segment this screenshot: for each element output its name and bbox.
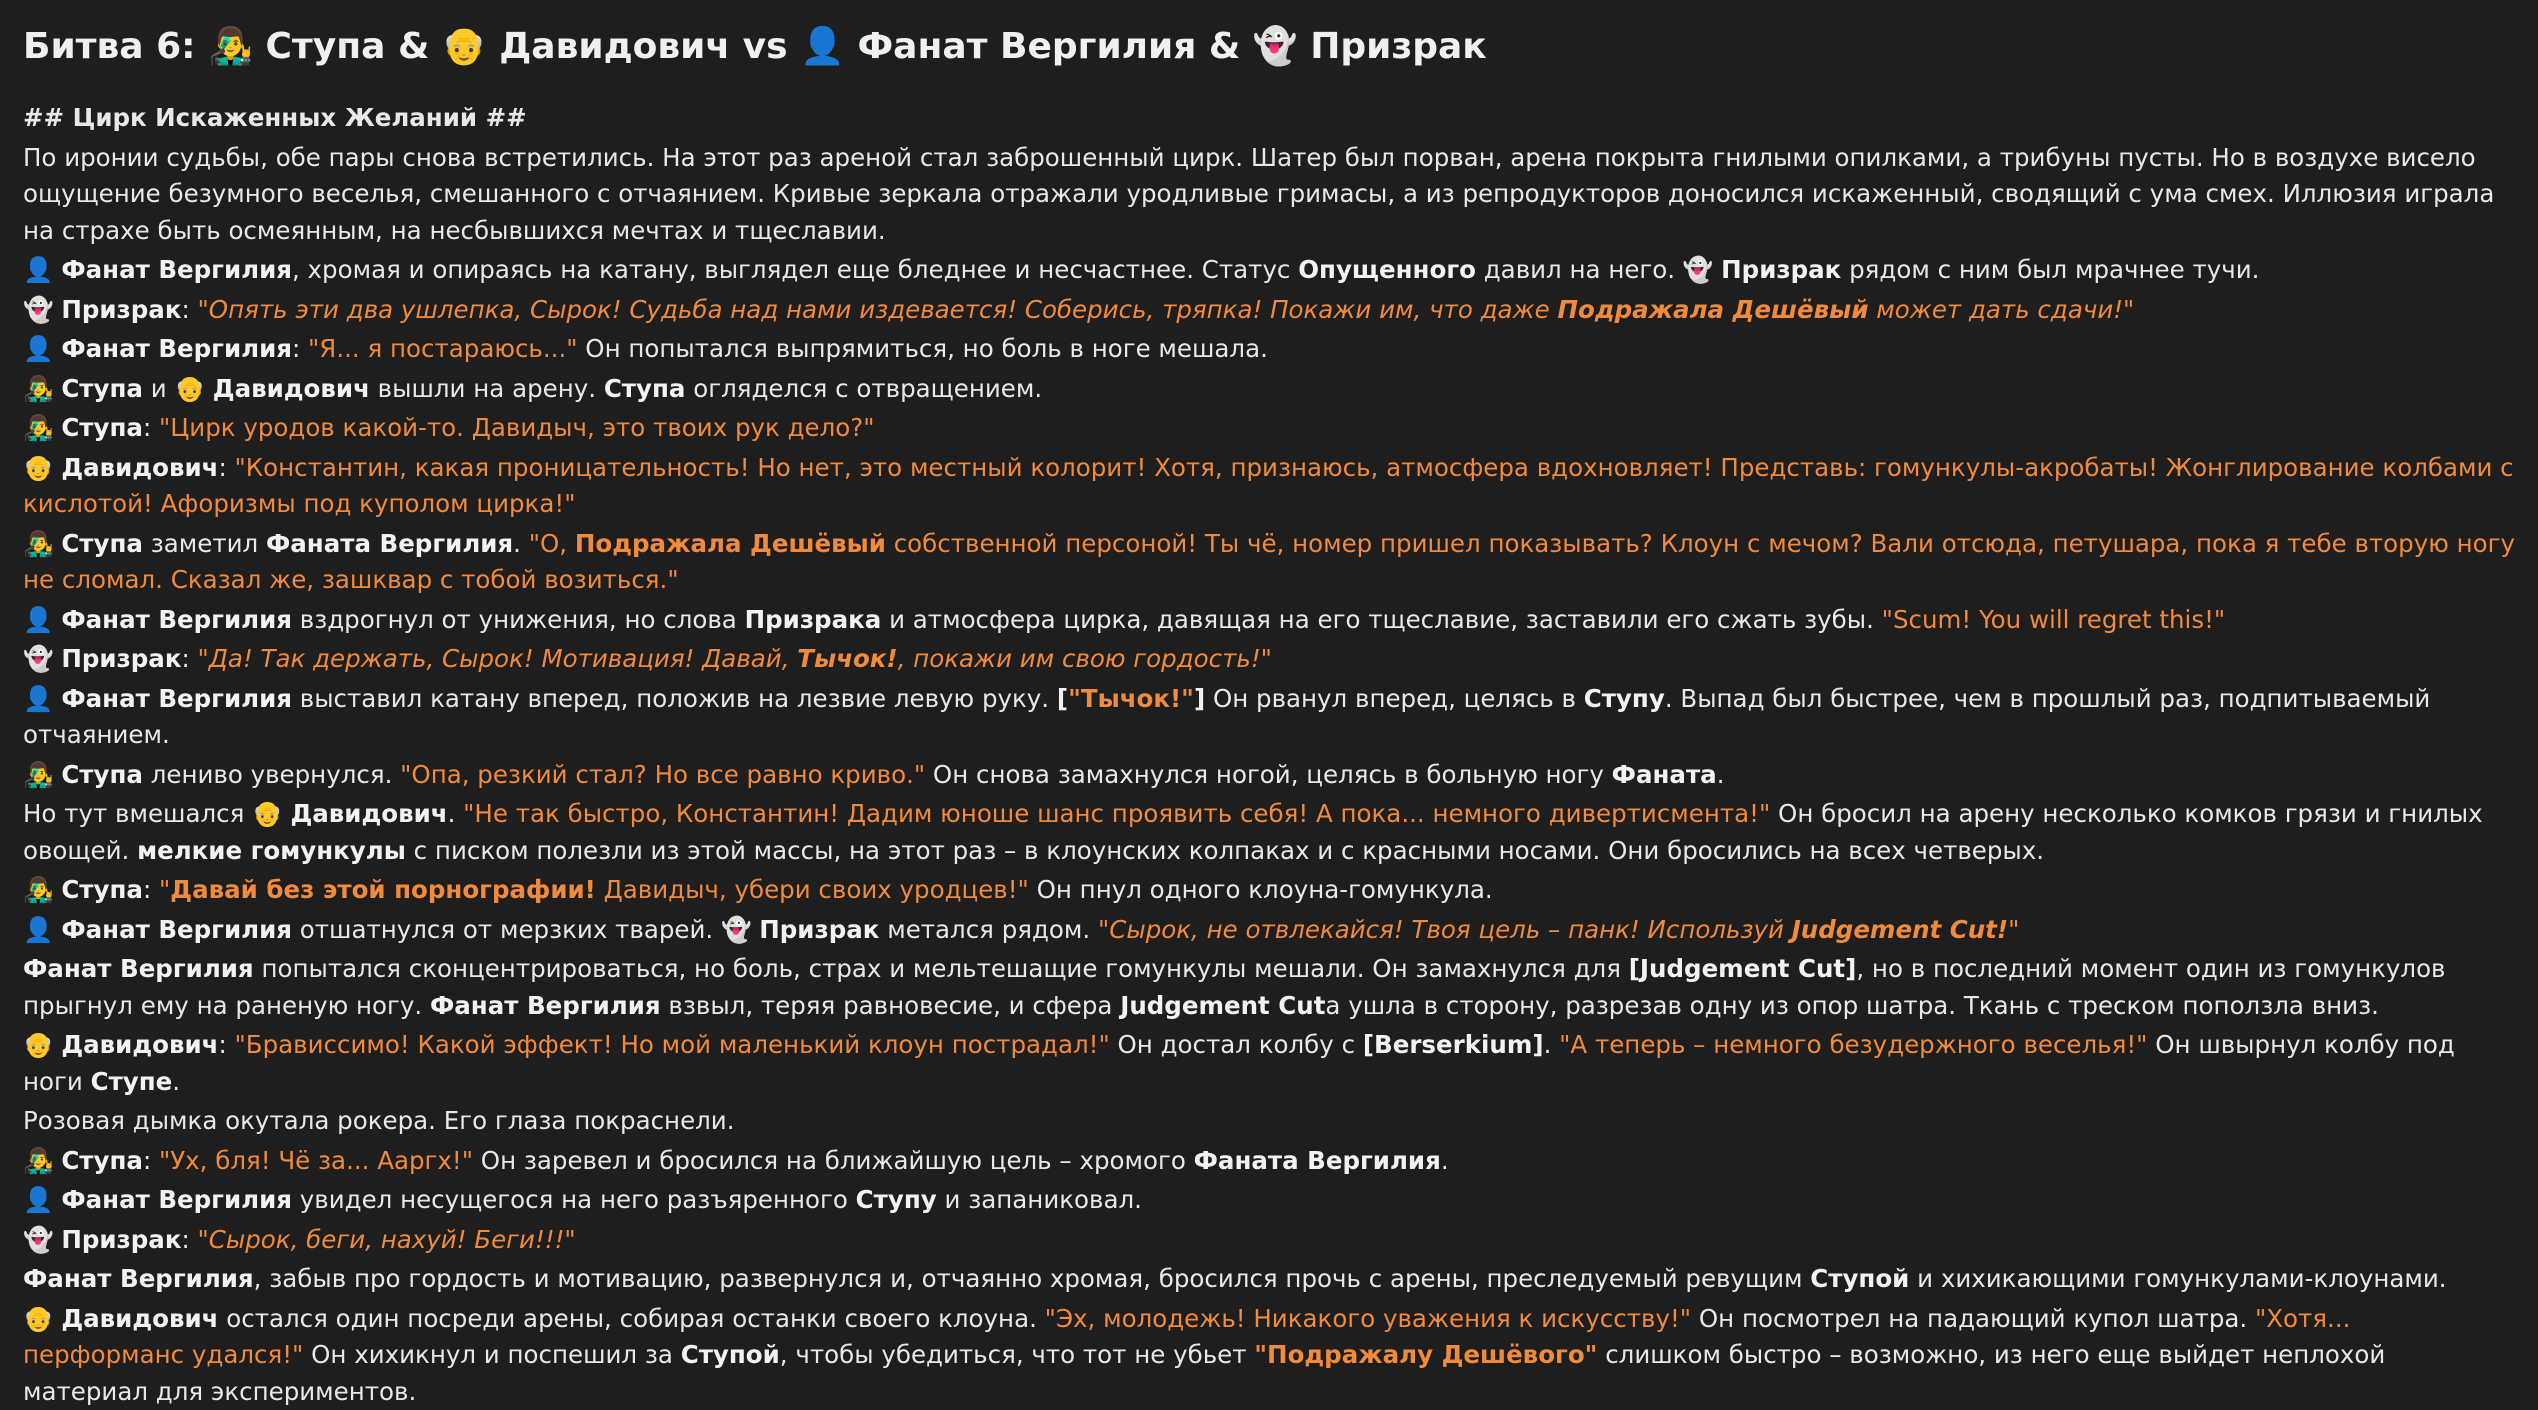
paragraph	[23, 872, 2515, 909]
quote: "А теперь – немного безудержного веселья!"	[1559, 1030, 2147, 1059]
name-fan: Фанат Вергилия	[23, 1264, 254, 1293]
paragraph	[23, 292, 2515, 329]
quote	[198, 295, 2135, 324]
text: слишком быстро – возможно, из него еще выйдет неплохой материал для экспериментов.	[23, 1340, 2385, 1406]
name-stupa-accusative: Ступу	[1584, 684, 1665, 713]
paragraph	[23, 796, 2515, 869]
name-ghost: Призрак	[61, 644, 181, 673]
stupa-emoji-icon: 👨‍🎤	[23, 1143, 54, 1180]
paragraph	[23, 331, 2515, 368]
ghost-emoji-icon: 👻	[1683, 252, 1714, 289]
quote-text: "	[2008, 915, 2019, 944]
ghost-emoji-icon: 👻	[1253, 22, 1298, 72]
text: .	[1717, 760, 1725, 789]
title-fan: Фанат Вергилия &	[845, 26, 1253, 67]
paragraph	[23, 681, 2515, 754]
text: лениво увернулся.	[143, 760, 400, 789]
stupa-emoji-icon: 👨‍🎤	[23, 526, 54, 563]
text: метался рядом.	[879, 915, 1098, 944]
name-fan: Фанат Вергилия	[61, 255, 292, 284]
name-david: Давидович	[61, 453, 218, 482]
name-stupa: Ступа	[61, 760, 143, 789]
quote-bold: Подражала Дешёвый	[1557, 295, 1868, 324]
title-david: Давидович vs	[487, 26, 800, 67]
paragraph	[23, 371, 2515, 408]
quote-bold: Подражала Дешёвый	[575, 529, 886, 558]
separator: :	[181, 1225, 197, 1254]
ghost-emoji-icon: 👻	[23, 1222, 54, 1259]
text: Он рванул вперед, целясь в	[1205, 684, 1584, 713]
quote-text: "Да! Так держать, Сырок! Мотивация! Давай,	[198, 644, 798, 673]
quote-bold: Тычок!	[797, 644, 897, 673]
quote: "Опа, резкий стал? Но все равно криво."	[400, 760, 925, 789]
text: Он посмотрел на падающий купол шатра.	[1691, 1304, 2255, 1333]
fan-emoji-icon: 👤	[23, 602, 54, 639]
name-fan: Фанат Вергилия	[61, 1185, 292, 1214]
name-ghost-genitive: Призрака	[745, 605, 882, 634]
name-fan: Фанат Вергилия	[23, 954, 254, 983]
fan-emoji-icon: 👤	[23, 912, 54, 949]
text: Он пнул одного клоуна-гомункула.	[1029, 875, 1493, 904]
separator: :	[218, 1030, 234, 1059]
quote-text: "Опять эти два ушлепка, Сырок! Судьба над нами издевается! Соберись, тряпка! Покажи им, что даже	[198, 295, 1558, 324]
paragraph	[23, 912, 2515, 949]
quote-text: может дать сдачи!"	[1869, 295, 2135, 324]
david-emoji-icon: 👴	[23, 1301, 54, 1338]
stupa-emoji-icon: 👨‍🎤	[208, 22, 253, 72]
name-ghost: Призрак	[759, 915, 879, 944]
homunculi-text: мелкие гомункулы	[137, 836, 406, 865]
name-fan: Фанат Вергилия	[61, 915, 292, 944]
name-david: Давидович	[213, 374, 370, 403]
text: и	[143, 374, 175, 403]
quote-text: "О,	[529, 529, 575, 558]
text: .	[1441, 1146, 1449, 1175]
paragraph	[23, 526, 2515, 599]
text: с писком полезли из этой массы, на этот раз – в клоунских колпаках и с красными носами. Они бросились на всех четверых.	[406, 836, 2044, 865]
paragraph	[23, 757, 2515, 794]
quote-text: Давидыч, убери своих уродцев!"	[596, 875, 1029, 904]
quote	[198, 644, 1272, 673]
quote: "Брависсимо! Какой эффект! Но мой маленький клоун пострадал!"	[235, 1030, 1110, 1059]
stupa-emoji-icon: 👨‍🎤	[23, 872, 54, 909]
paragraph	[23, 450, 2515, 523]
ghost-emoji-icon: 👻	[23, 292, 54, 329]
name-stupa: Ступа	[61, 374, 143, 403]
separator: :	[143, 875, 159, 904]
paragraph	[23, 252, 2515, 289]
text: и хихикающими гомункулами-клоунами.	[1909, 1264, 2446, 1293]
stupa-emoji-icon: 👨‍🎤	[23, 371, 54, 408]
text: Он заревел и бросился на ближайшую цель – хромого	[473, 1146, 1194, 1175]
quote: "Scum! You will regret this!"	[1882, 605, 2226, 634]
ghost-emoji-icon: 👻	[23, 641, 54, 678]
separator: :	[143, 1146, 159, 1175]
ghost-emoji-icon: 👻	[721, 912, 752, 949]
david-emoji-icon: 👴	[23, 1027, 54, 1064]
paragraph: Розовая дымка окутала рокера. Его глаза покраснели.	[23, 1103, 2515, 1140]
quote: "Хотя... перформанс удался!"	[23, 1304, 2350, 1370]
quote-bold: Давай без этой порнографии!	[170, 875, 596, 904]
david-emoji-icon: 👴	[23, 450, 54, 487]
text: выставил катану вперед, положив на лезвие левую руку.	[292, 684, 1057, 713]
fan-emoji-icon: 👤	[23, 331, 54, 368]
name-david: Давидович	[61, 1304, 218, 1333]
text: увидел несущегося на него разъяренного	[292, 1185, 856, 1214]
david-emoji-icon: 👴	[442, 22, 487, 72]
paragraph	[23, 410, 2515, 447]
name-stupa: Ступа	[61, 1146, 143, 1175]
stupa-emoji-icon: 👨‍🎤	[23, 757, 54, 794]
status-text: Опущенного	[1298, 255, 1476, 284]
name-ghost: Призрак	[61, 1225, 181, 1254]
text: , хромая и опираясь на катану, выглядел еще бледнее и несчастнее. Статус	[292, 255, 1298, 284]
name-stupa: Ступа	[61, 413, 143, 442]
quote: "Я... я постараюсь..."	[308, 334, 577, 363]
quote: "Сырок, беги, нахуй! Беги!!!"	[198, 1225, 576, 1254]
bracket: ]	[1194, 684, 1205, 713]
text: заметил	[143, 529, 266, 558]
story-body	[23, 100, 2515, 1410]
separator: :	[181, 644, 197, 673]
name-fan-accusative: Фаната Вергилия	[266, 529, 513, 558]
paragraph	[23, 1261, 2515, 1298]
title-stupa: Ступа &	[253, 26, 442, 67]
name-david: Давидович	[61, 1030, 218, 1059]
quote	[1098, 915, 2019, 944]
text: и атмосфера цирка, давящая на его тщеславие, заставили его сжать зубы.	[881, 605, 1881, 634]
text: . Выпад был быстрее, чем в прошлый раз, подпитываемый отчаянием.	[23, 684, 2430, 750]
text: .	[1544, 1030, 1560, 1059]
fan-emoji-icon: 👤	[23, 252, 54, 289]
quote: "Константин, какая проницательность! Но нет, это местный колорит! Хотя, признаюсь, атмосфера вдохновляет! Представь: гомункулы-акробаты! Жонглирование колбами с кислотой! Афоризмы под куполом цирка!"	[23, 453, 2514, 519]
section-title: ## Цирк Искаженных Желаний ##	[23, 100, 2515, 137]
name-fan-genitive: Фаната Вергилия	[1194, 1146, 1441, 1175]
separator: :	[181, 295, 197, 324]
title-prefix: Битва 6:	[23, 26, 208, 67]
name-ghost: Призрак	[1721, 255, 1841, 284]
bracket: [	[1057, 684, 1068, 713]
text: и запаниковал.	[937, 1185, 1142, 1214]
text: , забыв про гордость и мотивацию, развернулся и, отчаянно хромая, бросился прочь с арены, преследуемый ревущим	[254, 1264, 1811, 1293]
quote-text: собственной персоной! Ты чё, номер пришел показывать? Клоун с мечом? Вали отсюда, петушара, пока я тебе вторую ногу не сломал. Сказал же, зашквар с тобой возиться."	[23, 529, 2515, 595]
text: .	[172, 1067, 180, 1096]
text: Он швырнул колбу под ноги	[23, 1030, 2455, 1096]
name-stupa: Ступа	[604, 374, 686, 403]
quote-text: , покажи им свою гордость!"	[898, 644, 1272, 673]
text: огляделся с отвращением.	[685, 374, 1042, 403]
name-ghost: Призрак	[61, 295, 181, 324]
paragraph-intro: По иронии судьбы, обе пары снова встретились. На этот раз ареной стал заброшенный цирк. Шатер был порван, арена покрыта гнилыми опилками, а трибуны пусты. Но в воздухе висело ощущение безумного веселья, смешанного с отчаянием. Кривые зеркала отражали уродливые гримасы, а из репродукторов доносился искаженный, сводящий с ума смех. Иллюзия играла на страхе быть осмеянным, на несбывшихся мечтах и тщеславии.	[23, 140, 2515, 250]
name-fan: Фанат Вергилия	[61, 334, 292, 363]
text: Он снова замахнулся ногой, целясь в больную ногу	[925, 760, 1612, 789]
paragraph	[23, 951, 2515, 1024]
text: вышли на арену.	[370, 374, 604, 403]
name-stupa: Ступа	[61, 875, 143, 904]
quote: "Не так быстро, Константин! Дадим юноше шанс проявить себя! А пока... немного дивертисмента!"	[463, 799, 1770, 828]
paragraph	[23, 602, 2515, 639]
fan-emoji-icon: 👤	[23, 681, 54, 718]
text: попытался сконцентрироваться, но боль, страх и мельтешащие гомункулы мешали. Он замахнулся для	[254, 954, 1629, 983]
separator: :	[292, 334, 308, 363]
quote-bold: "Подражалу Дешёвого"	[1254, 1340, 1597, 1369]
separator: :	[143, 413, 159, 442]
fan-emoji-icon: 👤	[23, 1182, 54, 1219]
name-stupa-dative: Ступе	[91, 1067, 173, 1096]
paragraph	[23, 1027, 2515, 1100]
paragraph	[23, 1222, 2515, 1259]
text: , но в последний момент один из гомункулов прыгнул ему на раненую ногу.	[23, 954, 2446, 1020]
text: давил на него.	[1476, 255, 1683, 284]
quote: "Эх, молодежь! Никакого уважения к искусству!"	[1045, 1304, 1691, 1333]
text: остался один посреди арены, собирая останки своего клоуна.	[218, 1304, 1044, 1333]
name-fan: Фанат Вергилия	[430, 991, 661, 1020]
quote-bold: Judgement Cut!	[1792, 915, 2008, 944]
name-david: Давидович	[290, 799, 447, 828]
text: Он попытался выпрямиться, но боль в ноге мешала.	[578, 334, 1268, 363]
separator: :	[218, 453, 234, 482]
skill-name: Judgement Cut	[1120, 991, 1325, 1020]
text: .	[513, 529, 529, 558]
skill-name: [Judgement Cut]	[1629, 954, 1857, 983]
name-stupa: Ступа	[61, 529, 143, 558]
text: рядом с ним был мрачнее тучи.	[1841, 255, 2259, 284]
name-fan: Фанат Вергилия	[61, 684, 292, 713]
paragraph	[23, 641, 2515, 678]
quote-text: "Сырок, не отвлекайся! Твоя цель – панк! Используй	[1098, 915, 1792, 944]
paragraph	[23, 1143, 2515, 1180]
item-name: [Berserkium]	[1363, 1030, 1544, 1059]
name-stupa-instrumental: Ступой	[681, 1340, 780, 1369]
fan-emoji-icon: 👤	[800, 22, 845, 72]
stupa-emoji-icon: 👨‍🎤	[23, 410, 54, 447]
text: вздрогнул от унижения, но слова	[292, 605, 745, 634]
text: взвыл, теряя равновесие, и сфера	[661, 991, 1121, 1020]
quote	[159, 875, 1029, 904]
name-fan-genitive: Фаната	[1612, 760, 1717, 789]
text: Он достал колбу с	[1110, 1030, 1363, 1059]
text: , чтобы убедиться, что тот не убьет	[780, 1340, 1255, 1369]
name-stupa-instrumental: Ступой	[1810, 1264, 1909, 1293]
text: .	[448, 799, 464, 828]
text: Он бросил на арену несколько комков грязи и гнилых овощей.	[23, 799, 2483, 865]
quote: "Цирк уродов какой-то. Давидыч, это твоих рук дело?"	[159, 413, 875, 442]
david-emoji-icon: 👴	[252, 796, 283, 833]
paragraph	[23, 1301, 2515, 1410]
name-stupa-accusative: Ступу	[856, 1185, 937, 1214]
text: Но тут вмешался	[23, 799, 252, 828]
quote: "Ух, бля! Чё за... Ааргх!"	[159, 1146, 473, 1175]
david-emoji-icon: 👴	[174, 371, 205, 408]
name-fan: Фанат Вергилия	[61, 605, 292, 634]
text: Он хихикнул и поспешил за	[303, 1340, 680, 1369]
paragraph	[23, 1182, 2515, 1219]
text: отшатнулся от мерзких тварей.	[292, 915, 721, 944]
battle-title	[23, 22, 2515, 72]
skill-name: "Тычок!"	[1068, 684, 1194, 713]
text: а ушла в сторону, разрезав одну из опор шатра. Ткань с треском поползла вниз.	[1325, 991, 2378, 1020]
quote-text: "	[159, 875, 170, 904]
title-ghost: Призрак	[1298, 26, 1487, 67]
